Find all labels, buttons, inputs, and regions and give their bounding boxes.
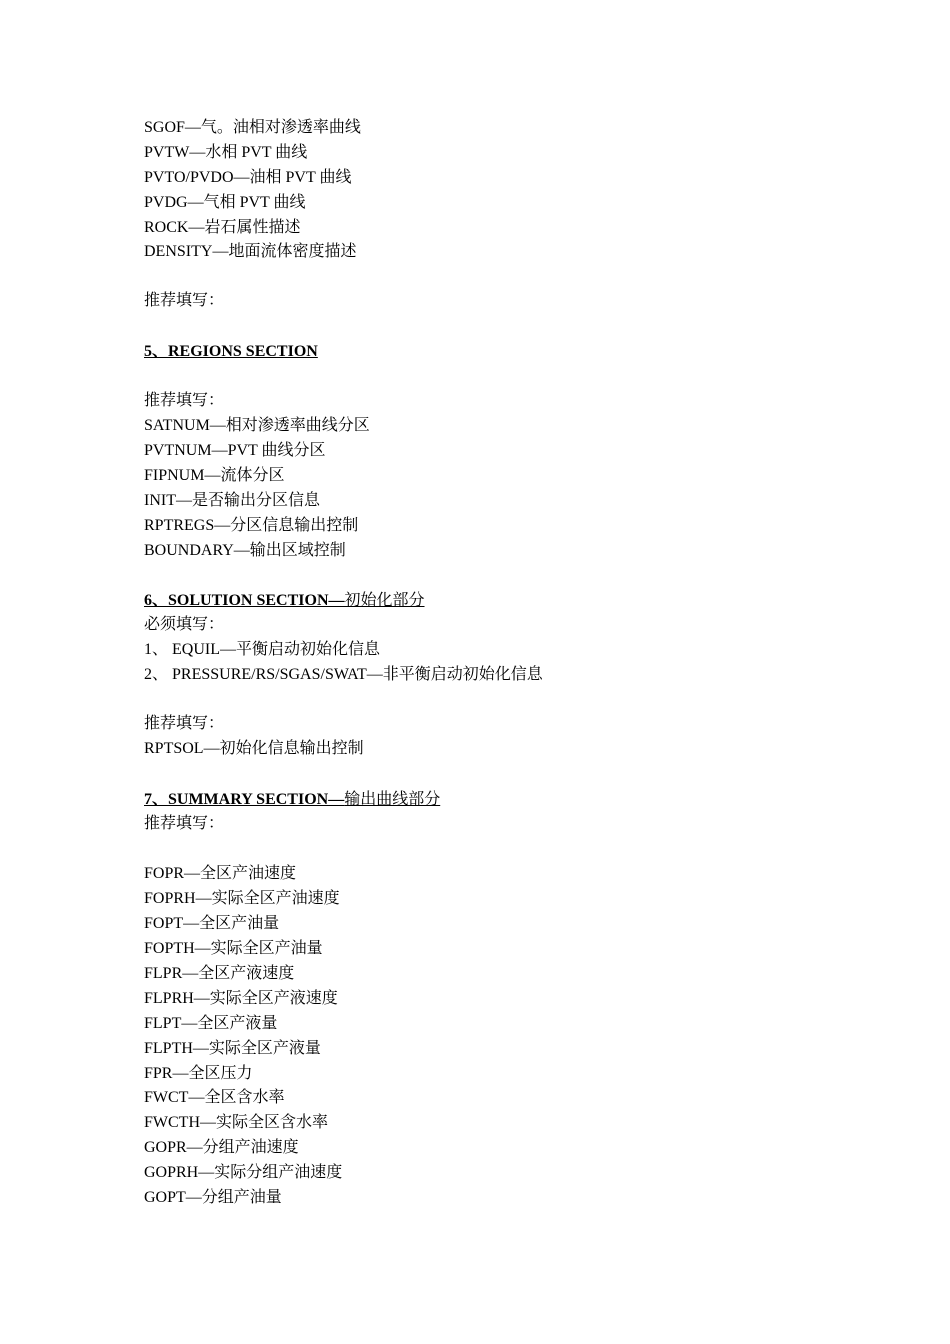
keyword-line-rock: ROCK—岩石属性描述 — [144, 219, 301, 236]
keyword-line-rptsol: RPTSOL—初始化信息输出控制 — [144, 740, 364, 757]
keyword-line-gopr: GOPR—分组产油速度 — [144, 1139, 299, 1156]
keyword-line-satnum: SATNUM—相对渗透率曲线分区 — [144, 417, 370, 434]
section-heading-en: 6、SOLUTION SECTION— — [144, 592, 345, 609]
keyword-line-flpt: FLPT—全区产液量 — [144, 1015, 278, 1032]
section-heading-regions: 5、REGIONS SECTION — [144, 343, 318, 360]
keyword-line-fopth: FOPTH—实际全区产油量 — [144, 940, 323, 957]
keyword-line-pvtw: PVTW—水相 PVT 曲线 — [144, 144, 308, 161]
keyword-line-pvdg: PVDG—气相 PVT 曲线 — [144, 194, 306, 211]
keyword-line-flpr: FLPR—全区产液速度 — [144, 965, 295, 982]
keyword-line-gopt: GOPT—分组产油量 — [144, 1189, 282, 1206]
keyword-line-fipnum: FIPNUM—流体分区 — [144, 467, 285, 484]
keyword-line-goprh: GOPRH—实际分组产油速度 — [144, 1164, 343, 1181]
recommended-label: 推荐填写： — [144, 815, 225, 832]
keyword-line-boundary: BOUNDARY—输出区域控制 — [144, 542, 346, 559]
keyword-line-foprh: FOPRH—实际全区产油速度 — [144, 890, 340, 907]
section-heading-solution — [144, 591, 425, 611]
recommended-label: 推荐填写： — [144, 392, 225, 409]
section-heading-summary — [144, 790, 440, 810]
keyword-line-sgof: SGOF—气。油相对渗透率曲线 — [144, 119, 361, 136]
keyword-line-flpth: FLPTH—实际全区产液量 — [144, 1040, 321, 1057]
keyword-line-fwct: FWCT—全区含水率 — [144, 1089, 285, 1106]
section-heading-cn: 输出曲线部分 — [344, 791, 441, 808]
keyword-line-fopt: FOPT—全区产油量 — [144, 915, 280, 932]
section-heading-en: 7、SUMMARY SECTION— — [144, 791, 345, 808]
keyword-line-rptregs: RPTREGS—分区信息输出控制 — [144, 517, 359, 534]
required-label: 必须填写： — [144, 616, 225, 633]
keyword-line-equil: 1、 EQUIL—平衡启动初始化信息 — [144, 641, 380, 658]
recommended-label: 推荐填写： — [144, 292, 225, 309]
keyword-line-fpr: FPR—全区压力 — [144, 1065, 253, 1082]
keyword-line-density: DENSITY—地面流体密度描述 — [144, 243, 357, 260]
keyword-line-pressure: 2、 PRESSURE/RS/SGAS/SWAT—非平衡启动初始化信息 — [144, 666, 543, 683]
keyword-line-pvto: PVTO/PVDO—油相 PVT 曲线 — [144, 169, 352, 186]
keyword-line-init: INIT—是否输出分区信息 — [144, 492, 320, 509]
keyword-line-fwcth: FWCTH—实际全区含水率 — [144, 1114, 329, 1131]
section-heading-cn: 初始化部分 — [344, 592, 425, 609]
recommended-label: 推荐填写： — [144, 715, 225, 732]
keyword-line-fopr: FOPR—全区产油速度 — [144, 865, 297, 882]
keyword-line-flprh: FLPRH—实际全区产液速度 — [144, 990, 338, 1007]
keyword-line-pvtnum: PVTNUM—PVT 曲线分区 — [144, 442, 326, 459]
